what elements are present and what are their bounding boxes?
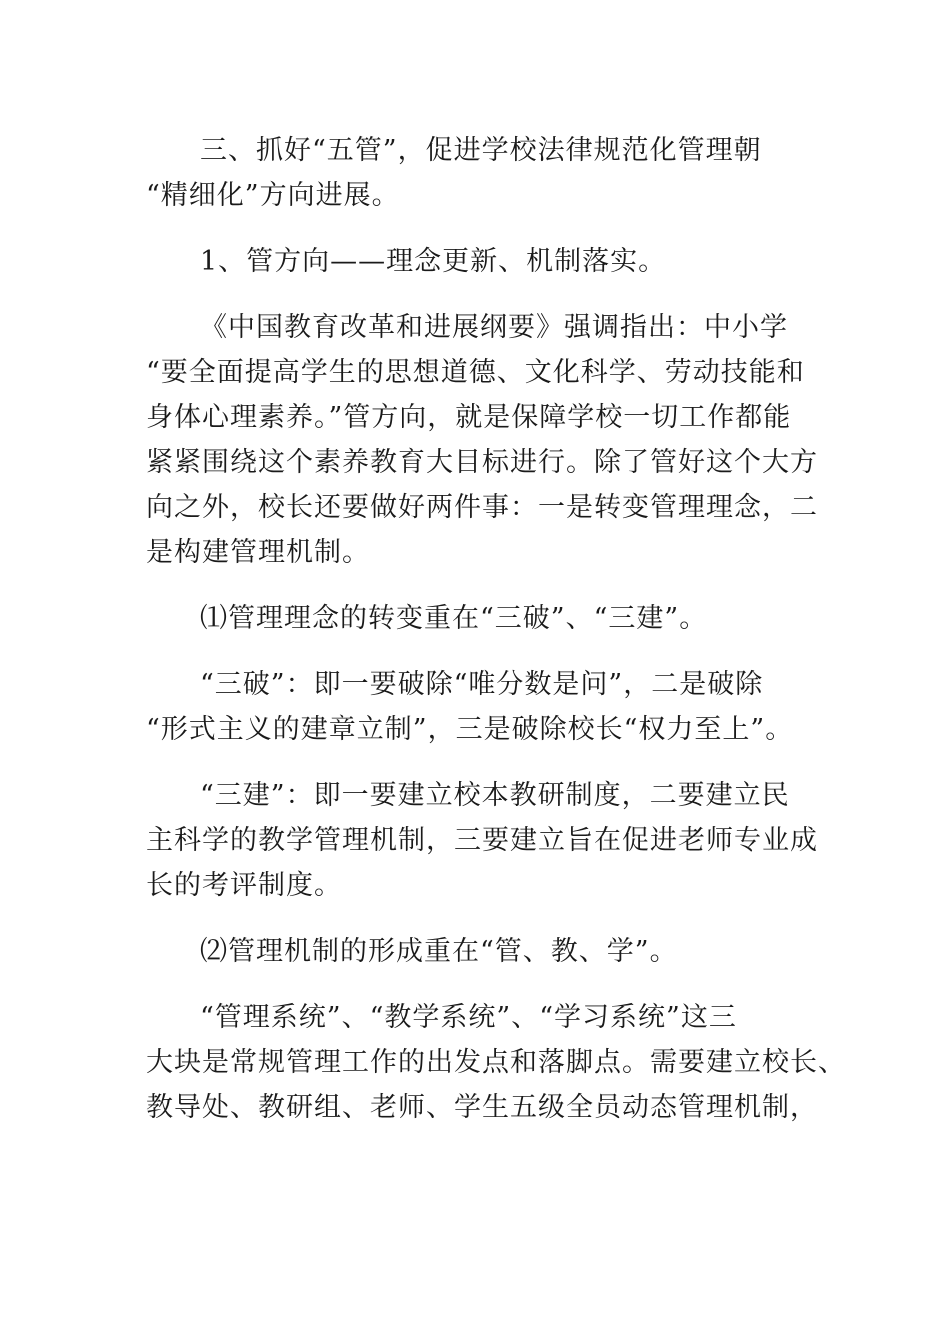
text-line: 身体心理素养。”管方向，就是保障学校一切工作都能 bbox=[146, 402, 792, 433]
text-line: 《中国教育改革和进展纲要》强调指出：中小学 bbox=[200, 312, 788, 343]
text-line: ⑴管理理念的转变重在“三破”、“三建”。 bbox=[200, 603, 708, 634]
text-line: “三破”：即一要破除“唯分数是问”，二是破除 bbox=[200, 669, 764, 700]
list-item-heading bbox=[146, 929, 794, 974]
text-line: ⑵管理机制的形成重在“管、教、学”。 bbox=[200, 936, 678, 967]
text-line: 紧紧围绕这个素养教育大目标进行。除了管好这个大方 bbox=[146, 447, 818, 478]
text-line: 教导处、教研组、老师、学生五级全员动态管理机制， bbox=[146, 1092, 818, 1123]
body-paragraph bbox=[146, 995, 846, 1130]
text-line: 向之外，校长还要做好两件事：一是转变管理理念，二 bbox=[146, 492, 818, 523]
text-line: 1、管方向——理念更新、机制落实。 bbox=[200, 246, 667, 277]
text-line: 主科学的教学管理机制，三要建立旨在促进老师专业成 bbox=[146, 825, 818, 856]
body-paragraph bbox=[146, 305, 818, 575]
document-body bbox=[146, 128, 846, 1151]
section-heading bbox=[146, 128, 794, 218]
text-line: “要全面提高学生的思想道德、文化科学、劳动技能和 bbox=[146, 357, 805, 388]
text-line: 大块是常规管理工作的出发点和落脚点。需要建立校长、 bbox=[146, 1047, 846, 1078]
text-line: 三、抓好“五管”，促进学校法律规范化管理朝 bbox=[200, 135, 762, 166]
text-line: “三建”：即一要建立校本教研制度，二要建立民 bbox=[200, 780, 790, 811]
subsection-heading bbox=[146, 239, 794, 284]
text-line: “管理系统”、“教学系统”、“学习系统”这三 bbox=[200, 1002, 737, 1033]
body-paragraph bbox=[146, 773, 818, 908]
body-paragraph bbox=[146, 662, 794, 752]
list-item-heading bbox=[146, 596, 794, 641]
text-line: “形式主义的建章立制”，三是破除校长“权力至上”。 bbox=[146, 714, 794, 745]
text-line: 是构建管理机制。 bbox=[146, 537, 370, 568]
text-line: 长的考评制度。 bbox=[146, 870, 342, 901]
text-line: “精细化”方向进展。 bbox=[146, 180, 400, 211]
